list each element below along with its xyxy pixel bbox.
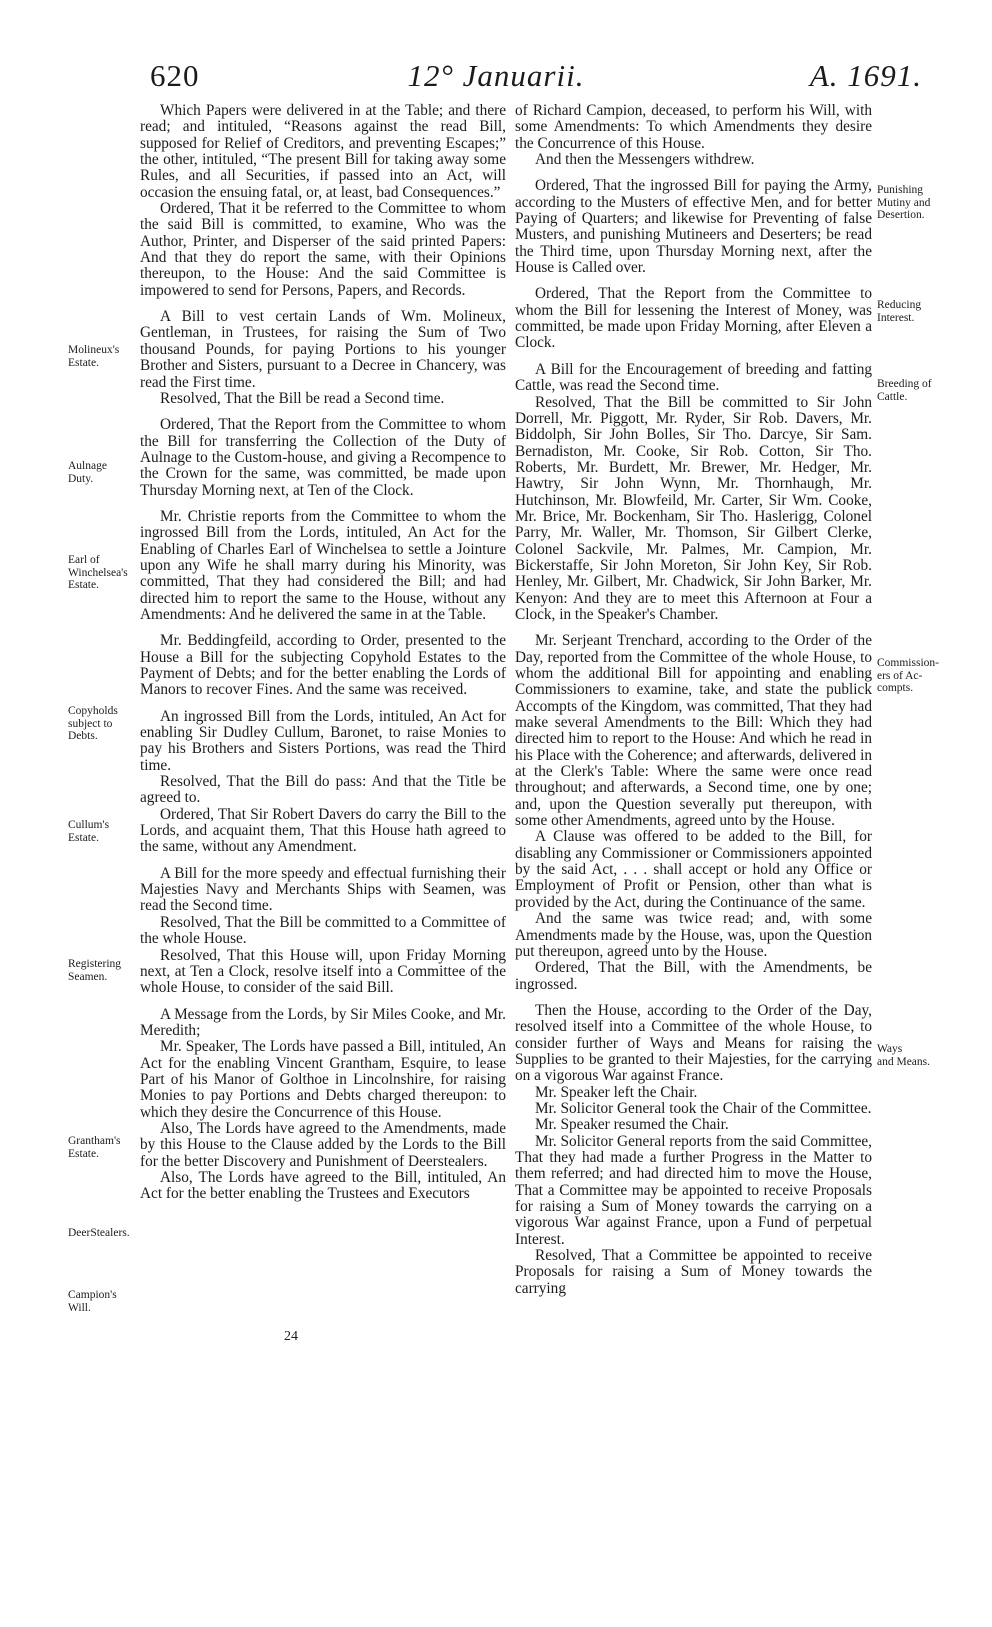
- margin-note-line: Registering: [68, 958, 122, 970]
- journal-paragraph: Mr. Speaker left the Chair.: [535, 1083, 698, 1101]
- margin-note-line: Will.: [68, 1301, 91, 1314]
- margin-note: [68, 460, 107, 485]
- margin-note-line: and Means.: [877, 1055, 931, 1068]
- margin-note-line: Desertion.: [877, 209, 925, 221]
- journal-paragraph: An ingrossed Bill from the Lords, intituled, An Act for enabling Sir Dudley Cullum, Baronet, to raise Monies to pay his Brothers and Sisters Portions, was read the Third time.: [140, 707, 506, 774]
- margin-note-line: Copyholds: [68, 705, 118, 717]
- journal-paragraph: Ordered, That the Report from the Committee to whom the Bill for transferring the Collection of the Duty of Aulnage to the Custom-house, and giving a Recompence to the Crown for the same, was committed, be made upon Thursday Morning next, at Ten of the Clock.: [140, 416, 506, 499]
- journal-paragraph: Mr. Serjeant Trenchard, according to the Order of the Day, reported from the Committee of the whole House, to whom the additional Bill for appointing and enabling Commissioners to examine, take, and state the publick Accompts of the Kingdom, was committed, That they had make several Amendments to the Bill: Which they had directed him to report to the House: And which he read in his Place with the Coherence; and afterwards, delivered in at the Clerk's Table: Where the same were once read throughout; and afterwards, a Second time, one by one; and, upon the Question severally put thereupon, with some other Amendments, agreed unto by the House.: [515, 632, 872, 830]
- margin-note-line: subject to: [68, 717, 113, 730]
- journal-paragraph: And the same was twice read; and, with some Amendments made by the House, was, upon the Question put thereupon, agreed unto by the House.: [515, 910, 872, 960]
- margin-note: [877, 657, 939, 695]
- journal-paragraph: of Richard Campion, deceased, to perform his Will, with some Amendments: To which Amendments they desire the Concurrence of this House.: [515, 102, 872, 152]
- journal-paragraph: Mr. Speaker resumed the Chair.: [535, 1116, 729, 1134]
- journal-paragraph: Ordered, That it be referred to the Committee to whom the said Bill is committed, to examine, Who was the Author, Printer, and Disperser of the said printed Papers: And that they do report the same, with their Opinions thereupon, to the House: And the said Committee is impowered to send for Persons, Papers, and Records.: [140, 200, 506, 299]
- journal-paragraph: Mr. Christie reports from the Committee to whom the ingrossed Bill from the Lords, intituled, An Act for the Enabling of Charles Earl of Winchelsea to settle a Jointure upon any Wife he shall marry during his Minority, was committed, That they had considered the Bill; and had directed him to report the same to the House, without any Amendments: And he delivered the same in at the Table.: [140, 507, 506, 623]
- margin-note-line: Molineux's: [68, 344, 120, 356]
- journal-paragraph: Mr. Beddingfeild, according to Order, presented to the House a Bill for the subjecting Copyhold Estates to the Payment of Debts; and for the better enabling the Lords of Manors to recover Fines. And the same was received.: [140, 632, 506, 699]
- margin-note-line: compts.: [877, 682, 914, 694]
- journal-paragraph: A Bill to vest certain Lands of Wm. Molineux, Gentleman, in Trustees, for raising the Sum of Two thousand Pounds, for paying Portions to his younger Brother and Sisters, pursuant to a Decree in Chancery, was read the First time.: [140, 308, 506, 391]
- journal-paragraph: Resolved, That the Bill be committed to Sir John Dorrell, Mr. Piggott, Mr. Ryder, Sir Rob. Davers, Mr. Biddolph, Sir John Bolles, Sir Tho. Darcye, Sir Sam. Bernadiston, Mr. Cooke, Sir Rob. Cotton, Sir Tho. Roberts, Mr. Burdett, Mr. Brewer, Mr. Hedger, Mr. Hawtry, Sir John Wynn, Mr. Thornhaugh, Mr. Hutchinson, Mr. Blowfeild, Mr. Carter, Sir Wm. Cooke, Mr. Brice, Mr. Bockenham, Sir Tho. Haslerigg, Colonel Parry, Mr. Waller, Mr. Thomson, Sir Gilbert Clerke, Colonel Sackvile, Mr. Palmes, Mr. Campion, Mr. Bickerstaffe, Sir John Moreton, Sir John Key, Sir Rob. Henley, Mr. Gilbert, Mr. Chadwick, Sir John Barker, Mr. Kenyon: And they are to meet this Afternoon at Four a Clock, in the Speaker's Chamber.: [515, 393, 872, 623]
- margin-note-line: ers of Ac-: [877, 669, 923, 682]
- page-number: 620: [150, 58, 200, 93]
- margin-note-line: Commission-: [877, 657, 939, 669]
- journal-paragraph: Ordered, That the ingrossed Bill for paying the Army, according to the Musters of effective Men, and for better Paying of Quarters; and likewise for Preventing of false Musters, and punishing Mutineers and Deserters; be read the Third time, upon Thursday Morning next, after the House is Called over.: [515, 177, 872, 277]
- margin-note: [68, 344, 119, 369]
- left-column: [140, 103, 506, 1203]
- margin-note-line: Mutiny and: [877, 196, 931, 209]
- margin-note-line: Reducing: [877, 299, 922, 311]
- journal-paragraph: Resolved, That a Committee be appointed to receive Proposals for raising a Sum of Money towards the carrying: [515, 1247, 872, 1297]
- journal-paragraph: Resolved, That the Bill be committed to a Committee of the whole House.: [140, 913, 506, 948]
- journal-paragraph: A Bill for the Encouragement of breeding and fatting Cattle, was read the Second time.: [515, 360, 872, 395]
- margin-note-line: DeerStealers.: [68, 1227, 130, 1239]
- journal-paragraph: Mr. Speaker, The Lords have passed a Bill, intituled, An Act for the enabling Vincent Grantham, Esquire, to lease Part of his Manor of Golthoe in Lincolnshire, for raising Monies to pay Portions and Debts charged thereupon: to which they desire the Concurrence of this House.: [140, 1038, 506, 1121]
- margin-note-line: Interest.: [877, 311, 915, 324]
- journal-paragraph: Mr. Solicitor General reports from the said Committee, That they had made a further Progress in the Matter to them referred; and had directed him to move the House, That a Committee may be appointed to receive Proposals for raising a Sum of Money towards the carrying on a vigorous War against France, upon a Fund of perpetual Interest.: [515, 1132, 872, 1248]
- journal-paragraph: Resolved, That this House will, upon Friday Morning next, at Ten a Clock, resolve itself into a Committee of the whole House, to consider of the said Bill.: [140, 946, 506, 997]
- journal-paragraph: Ordered, That Sir Robert Davers do carry the Bill to the Lords, and acquaint them, That this House hath agreed to the same, without any Amendment.: [140, 805, 506, 856]
- margin-note-line: Breeding of: [877, 378, 932, 390]
- margin-note-line: Estate.: [68, 831, 99, 844]
- page-date: 12° Januarii.: [407, 58, 585, 93]
- journal-paragraph: Mr. Solicitor General took the Chair of the Committee.: [535, 1099, 872, 1117]
- margin-note-line: Winchelsea's: [68, 566, 128, 579]
- journal-paragraph: And then the Messengers withdrew.: [535, 151, 755, 169]
- margin-note-line: Duty.: [68, 472, 94, 485]
- signature-mark: 24: [284, 1329, 298, 1344]
- margin-note: [68, 1289, 117, 1314]
- margin-note: [68, 1227, 130, 1240]
- margin-note: [877, 378, 932, 403]
- journal-paragraph: Also, The Lords have agreed to the Bill, intituled, An Act for the better enabling the Trustees and Executors: [140, 1168, 506, 1203]
- journal-paragraph: Resolved, That the Bill do pass: And that the Title be agreed to.: [140, 773, 506, 807]
- margin-note-line: Debts.: [68, 730, 98, 742]
- margin-note-line: Seamen.: [68, 970, 108, 983]
- margin-note: [877, 299, 921, 324]
- journal-paragraph: Also, The Lords have agreed to the Amendments, made by this House to the Clause added by the Lords to the Bill for the better Discovery and Punishment of Deerstealers.: [140, 1119, 506, 1170]
- margin-note: [877, 184, 930, 222]
- margin-note: [68, 705, 118, 743]
- margin-note-line: Cattle.: [877, 390, 908, 403]
- margin-note: [877, 1043, 930, 1068]
- journal-paragraph: A Clause was offered to be added to the Bill, for disabling any Commissioner or Commissioners appointed by the said Act, . . . shall accept or hold any Office or Employment of Profit or Pension, other than what is provided by the Act, during the Continuance of the same.: [515, 828, 872, 911]
- margin-note-line: Earl of: [68, 554, 100, 566]
- journal-paragraph: Ordered, That the Bill, with the Amendments, be ingrossed.: [515, 959, 872, 993]
- margin-note-line: Cullum's: [68, 819, 110, 831]
- journal-paragraph: Which Papers were delivered in at the Table; and there read; and intituled, “Reasons against the read Bill, supposed for Relief of Creditors, and preventing Escapes;” the other, intituled, “The present Bill for taking away some Rules, and all Securities, if passed into an Act, will occasion the ensuing fatal, or, at least, bad Consequences.”: [140, 102, 506, 201]
- margin-note-line: Ways: [877, 1043, 903, 1055]
- margin-note-line: Aulnage: [68, 460, 107, 472]
- page-year: A. 1691.: [809, 58, 922, 93]
- journal-paragraph: Then the House, according to the Order of the Day, resolved itself into a Committee of the whole House, to consider further of Ways and Means for raising the Supplies to be granted to their Majesties, for the carrying on a vigorous War against France.: [515, 1001, 872, 1085]
- margin-note-line: Grantham's: [68, 1135, 121, 1147]
- margin-note-line: Estate.: [68, 579, 99, 591]
- right-column: [515, 103, 872, 1297]
- journal-paragraph: A Message from the Lords, by Sir Miles Cooke, and Mr. Meredith;: [140, 1005, 506, 1039]
- journal-paragraph: A Bill for the more speedy and effectual furnishing their Majesties Navy and Merchants Ships with Seamen, was read the Second time.: [140, 864, 506, 915]
- journal-paragraph: Ordered, That the Report from the Committee to whom the Bill for lessening the Interest of Money, was committed, be made upon Friday Morning, after Eleven a Clock.: [515, 285, 872, 352]
- journal-paragraph: Resolved, That the Bill be read a Second time.: [160, 389, 445, 407]
- margin-note-line: Estate.: [68, 1147, 99, 1160]
- margin-note-line: Campion's: [68, 1289, 117, 1301]
- margin-note: [68, 554, 128, 592]
- margin-note-line: Estate.: [68, 356, 99, 369]
- margin-note: [68, 819, 109, 844]
- margin-note: [68, 1135, 121, 1160]
- margin-note: [68, 958, 121, 983]
- margin-note-line: Punishing: [877, 184, 924, 196]
